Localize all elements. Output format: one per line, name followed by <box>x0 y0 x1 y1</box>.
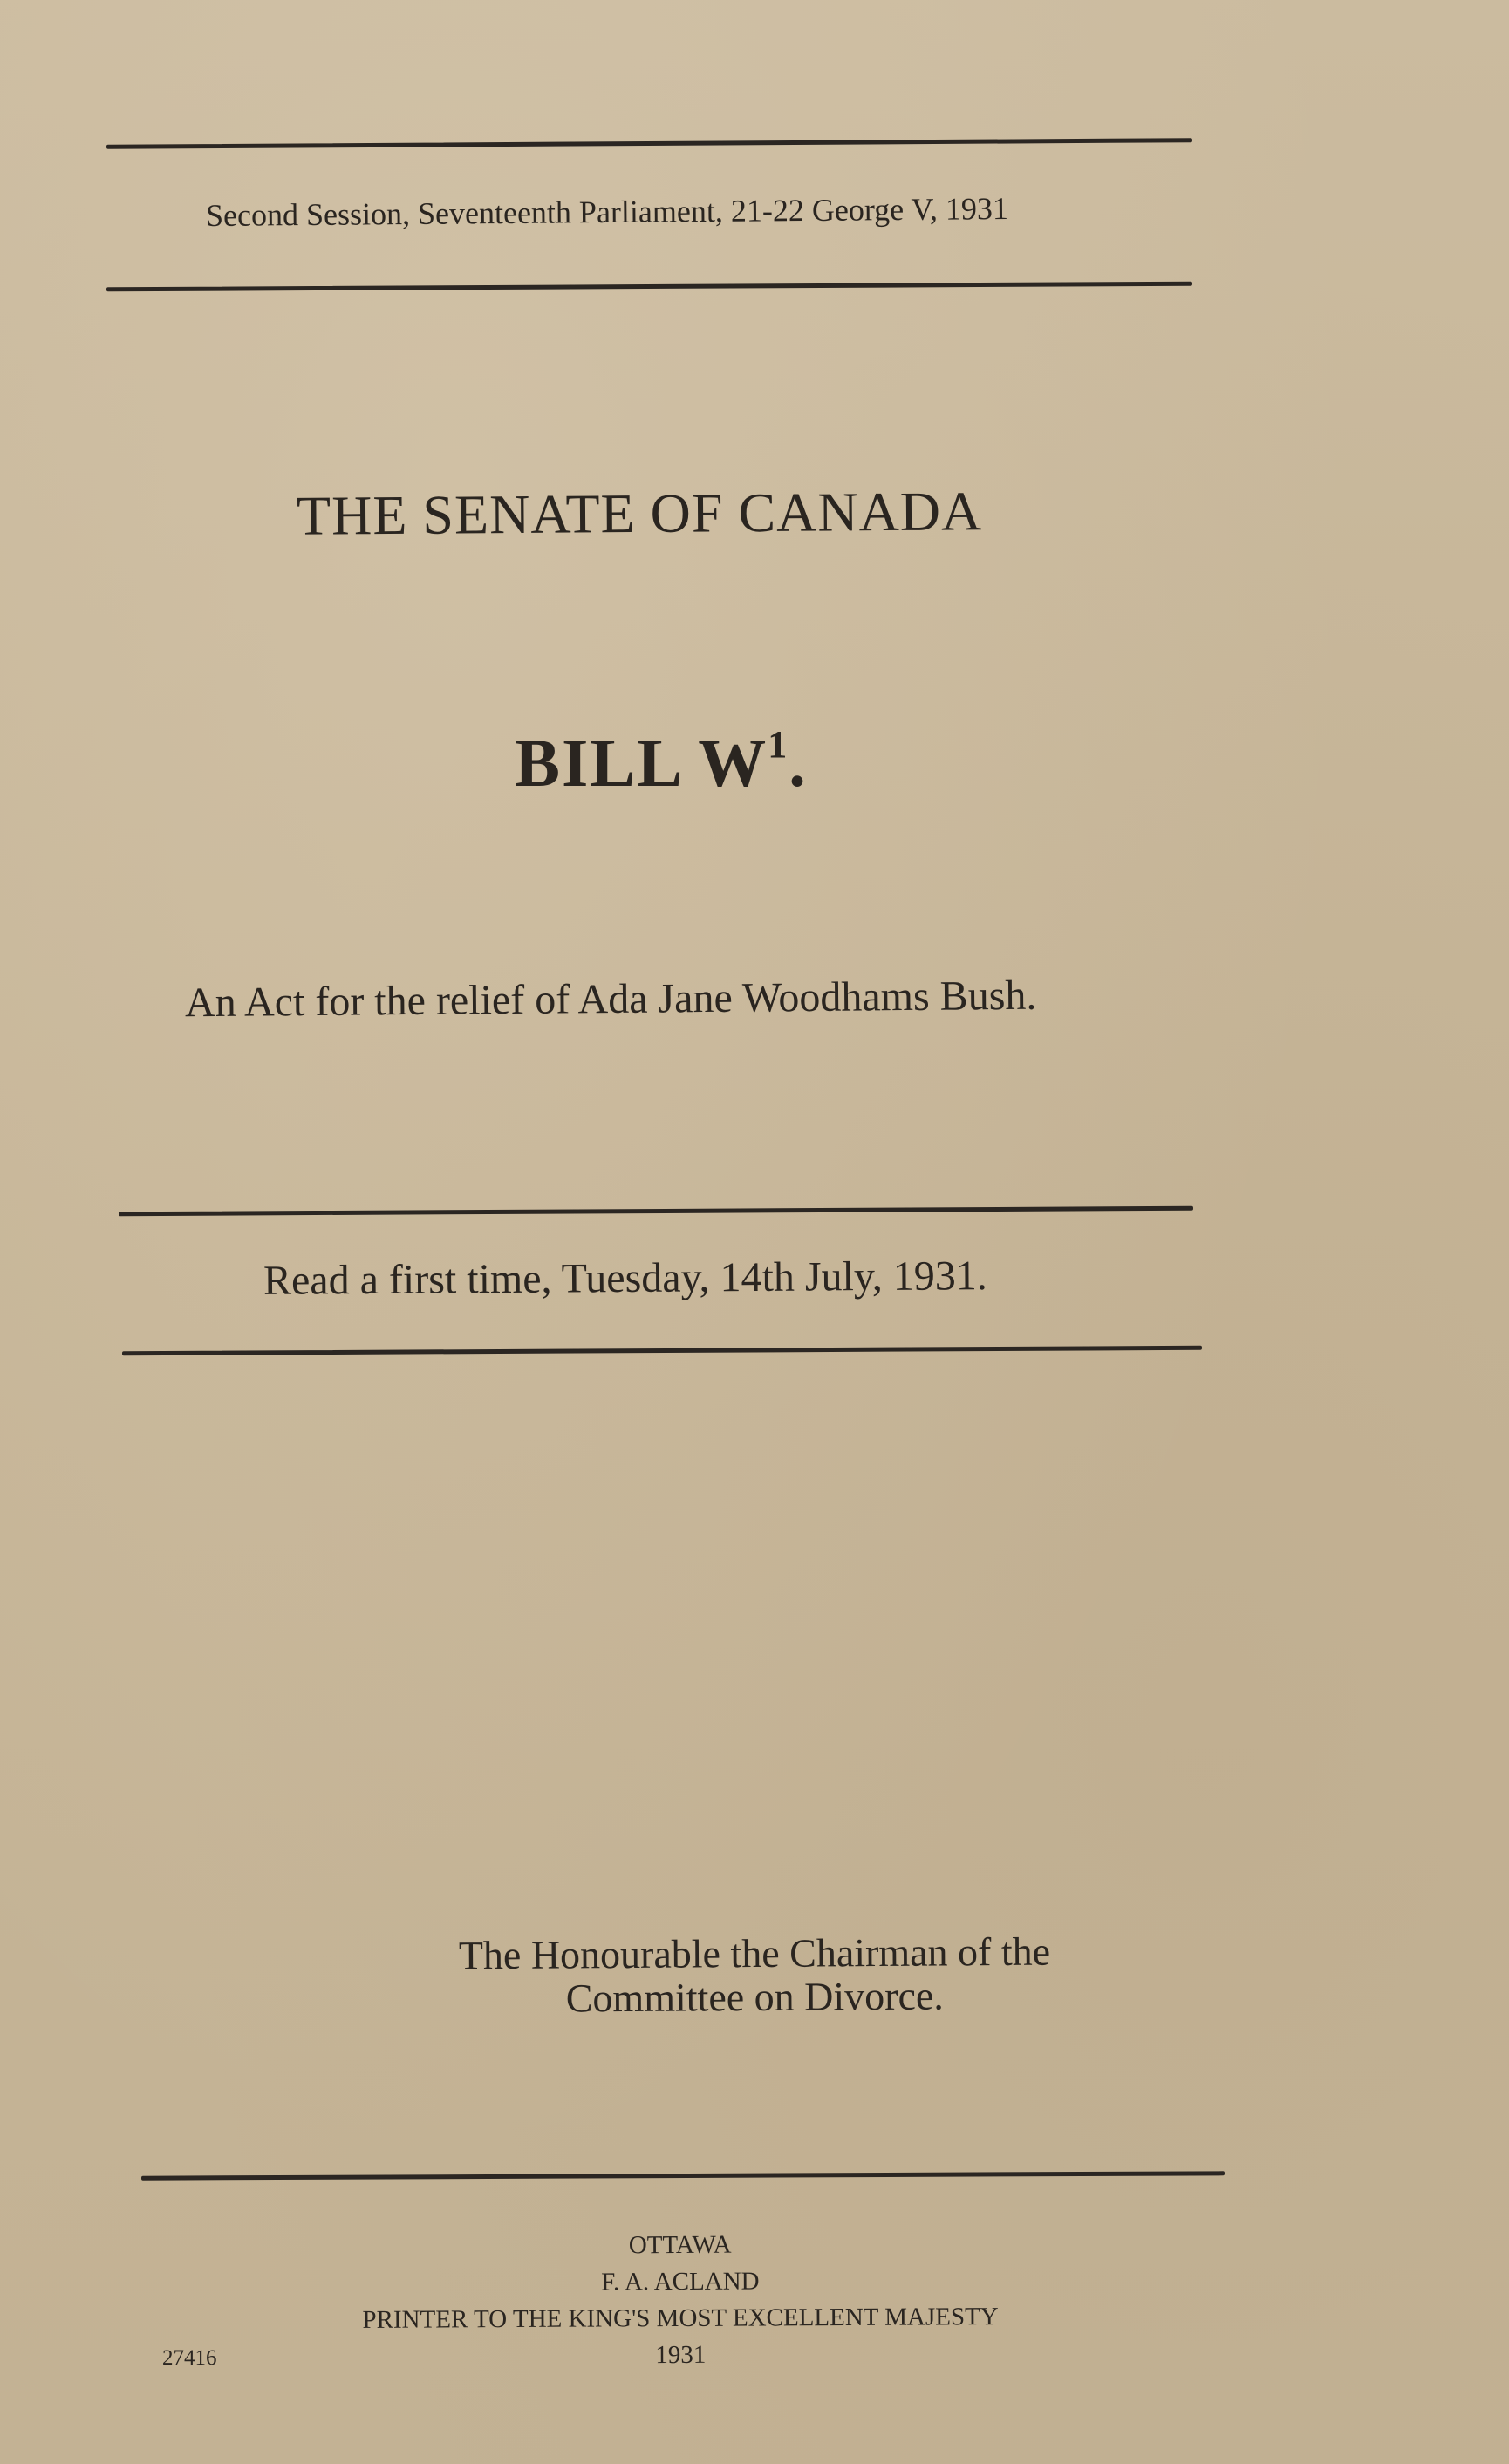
reading-bottom-rule <box>122 1346 1202 1355</box>
bill-period: . <box>789 725 808 801</box>
bill-name: BILL W <box>515 725 768 801</box>
session-line: Second Session, Seventeenth Parliament, 21-22 George V, 1931 <box>205 190 1009 234</box>
imprint-block <box>288 2225 1074 2376</box>
reading-top-rule <box>119 1206 1193 1216</box>
sponsor-line-2: Committee on Divorce. <box>565 1973 945 2021</box>
chamber-heading: THE SENATE OF CANADA <box>296 480 983 547</box>
act-title: An Act for the relief of Ada Jane Woodhams Bush. <box>184 972 1037 1027</box>
imprint-printer: F. A. ACLAND <box>601 2267 760 2297</box>
session-bottom-rule <box>106 282 1192 292</box>
reading-line: Read a first time, Tuesday, 14th July, 1931. <box>263 1252 987 1304</box>
sponsor-block <box>459 1930 1051 2022</box>
imprint-year: 1931 <box>655 2340 707 2370</box>
top-rule <box>106 138 1192 149</box>
bill-superscript: 1 <box>768 723 789 766</box>
sponsor-line-1: The Honourable the Chairman of the <box>458 1928 1051 1978</box>
plate-number: 27416 <box>162 2346 217 2370</box>
imprint-printer-title: PRINTER TO THE KING'S MOST EXCELLENT MAJESTY <box>362 2303 999 2334</box>
imprint-city: OTTAWA <box>628 2230 732 2260</box>
bill-title <box>515 724 808 802</box>
imprint-top-rule <box>141 2171 1225 2180</box>
